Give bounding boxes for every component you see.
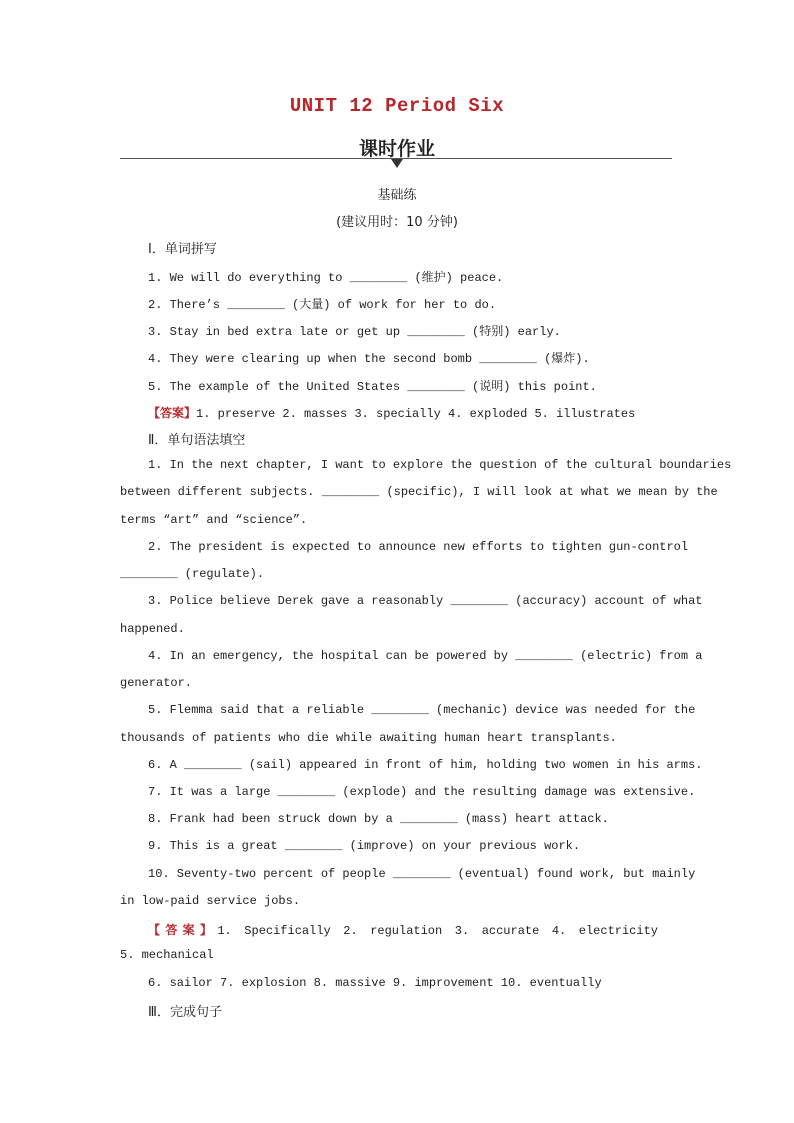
section2-answer bbox=[148, 921, 658, 938]
page-title: UNIT 12 Period Six bbox=[289, 95, 505, 117]
section2-line: 5. Flemma said that a reliable ________ (mechanic) device was needed for the bbox=[148, 703, 696, 717]
section2-answer-line: 5. mechanical bbox=[120, 948, 214, 962]
section2-line: 10. Seventy-two percent of people ________ (eventual) found work, but mainly bbox=[148, 867, 696, 881]
section1-item: 5. The example of the United States ________ (说明) this point. bbox=[148, 380, 597, 394]
section3-heading: Ⅲ．完成句子 bbox=[148, 1005, 222, 1020]
answer-label: 【答案】 bbox=[148, 923, 218, 937]
section2-line: terms “art” and “science”. bbox=[120, 513, 308, 527]
section2-line: in low-paid service jobs. bbox=[120, 894, 301, 908]
section2-line: happened. bbox=[120, 622, 185, 636]
section2-line: 7. It was a large ________ (explode) and the resulting damage was extensive. bbox=[148, 785, 696, 799]
section1-item: 2. There’s ________ (大量) of work for her to do. bbox=[148, 298, 497, 312]
page-subtitle: 课时作业 bbox=[358, 138, 435, 160]
section2-line: generator. bbox=[120, 676, 193, 690]
section2-line: 3. Police believe Derek gave a reasonably ________ (accuracy) account of what bbox=[148, 594, 703, 608]
section1-item: 3. Stay in bed extra late or get up ________ (特别) early. bbox=[148, 325, 561, 339]
section2-heading: Ⅱ．单句语法填空 bbox=[148, 433, 246, 448]
answer-label: 【答案】 bbox=[148, 406, 197, 420]
section2-line: ________ (regulate). bbox=[120, 567, 265, 581]
section1-item: 1. We will do everything to ________ (维护) peace. bbox=[148, 271, 504, 285]
basic-heading: 基础练 bbox=[377, 188, 417, 203]
section2-answer-line: 6. sailor 7. explosion 8. massive 9. improvement 10. eventually bbox=[148, 976, 602, 990]
section2-line: 4. In an emergency, the hospital can be powered by ________ (electric) from a bbox=[148, 649, 703, 663]
section2-line: 8. Frank had been struck down by a ________ (mass) heart attack. bbox=[148, 812, 609, 826]
section2-line: between different subjects. ________ (specific), I will look at what we mean by the bbox=[120, 485, 718, 499]
triangle-marker-icon bbox=[391, 159, 403, 168]
section2-line: 6. A ________ (sail) appeared in front of him, holding two women in his arms. bbox=[148, 758, 703, 772]
section1-item: 4. They were clearing up when the second bomb ________ (爆炸). bbox=[148, 352, 590, 366]
section1-heading: Ⅰ．单词拼写 bbox=[148, 242, 217, 257]
section2-line: thousands of patients who die while awaiting human heart transplants. bbox=[120, 731, 617, 745]
section2-line: 2. The president is expected to announce new efforts to tighten gun-control bbox=[148, 540, 689, 554]
section2-line: 9. This is a great ________ (improve) on your previous work. bbox=[148, 839, 581, 853]
section1-answer bbox=[148, 404, 635, 421]
answer-text: 1. preserve 2. masses 3. specially 4. exploded 5. illustrates bbox=[196, 407, 636, 421]
time-note: (建议用时：10 分钟) bbox=[336, 215, 458, 230]
section2-line: 1. In the next chapter, I want to explore the question of the cultural boundaries bbox=[148, 458, 732, 472]
answer-text: 1. Specifically 2. regulation 3. accurate 4. electricity bbox=[217, 924, 658, 938]
